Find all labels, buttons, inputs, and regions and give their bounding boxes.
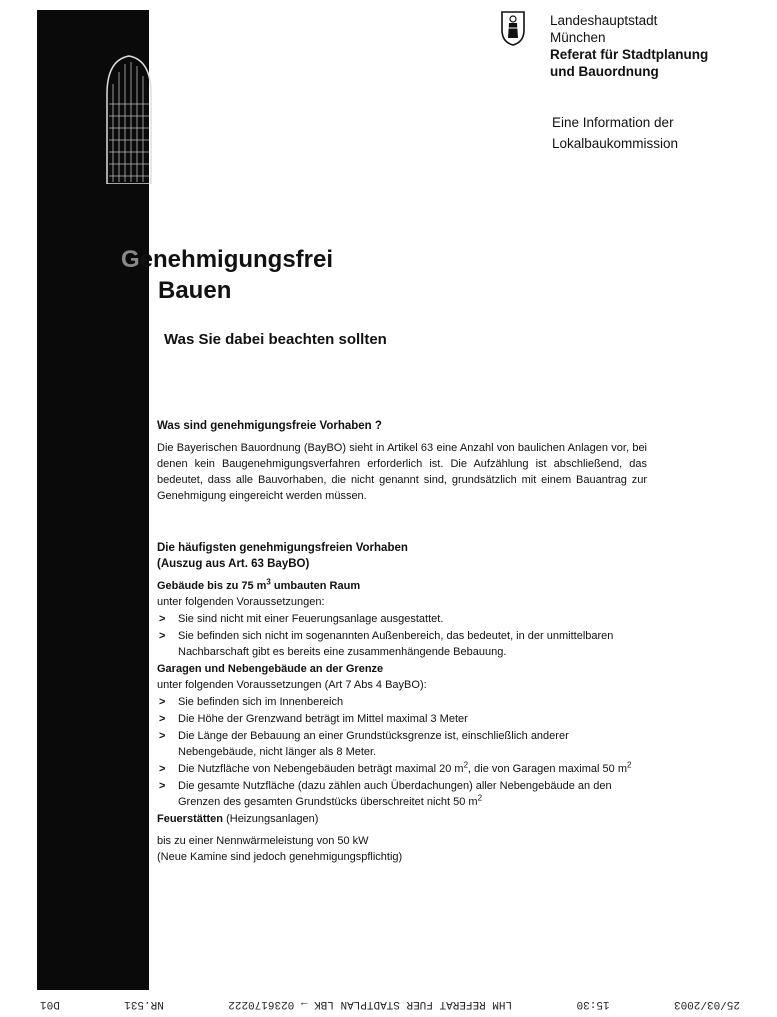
item-text: Die gesamte Nutzfläche (dazu zählen auch Überdachungen) aller Nebengebäude an den Grenzen des gesamten Grundstücks überschreitet nicht 50 m [178,780,612,808]
list-item: > Die Länge der Bebauung an einer Grundstücksgrenze ist, einschließlich anderer Nebengebäude, nicht länger als 8 Meter. [157,728,647,760]
list-item: > Die Höhe der Grenzwand beträgt im Mittel maximal 3 Meter [157,711,647,727]
fireplaces-limit: bis zu einer Nennwärmeleistung von 50 kW [157,835,369,847]
subheading-garages: Garagen und Nebengebäude an der Grenze [157,663,384,675]
info-line: Eine Information der [552,115,674,130]
list-item [157,778,647,810]
subheading-fireplaces [157,811,647,827]
munich-coat-of-arms-icon [500,10,526,46]
superscript: 2 [626,760,632,770]
garages-conditions-list [157,694,647,810]
fireplaces-heading: Feuerstätten [157,813,224,825]
fax-number: NR.531 [124,998,164,1010]
fax-page: D01 [40,998,60,1010]
org-line: Landeshauptstadt [550,13,658,28]
fireplaces-note: (Neue Kamine sind jedoch genehmigungspflichtig) [157,851,403,863]
subheading-buildings [157,578,647,594]
title-line-1 [121,244,333,275]
department-line: Referat für Stadtplanung [550,47,709,62]
commission-line: Lokalbaukommission [552,136,679,151]
document-title [121,244,333,306]
item-text: Die Nutzfläche von Nebengebäuden beträgt maximal 20 m [178,763,464,775]
garages-conditions-intro: unter folgenden Voraussetzungen (Art 7 Abs 4 BayBO): [157,679,427,691]
section-heading-excerpt: (Auszug aus Art. 63 BayBO) [157,558,310,570]
title-line-2: Bauen [158,277,232,304]
frauenkirche-tower-illustration [99,54,159,184]
department-line-2: und Bauordnung [550,64,659,79]
buildings-heading-suffix: umbauten Raum [270,580,361,592]
superscript: 2 [477,793,483,803]
title-initial: G [121,246,140,273]
document-subtitle: Was Sie dabei beachten sollten [164,331,387,348]
list-item: > Sie befinden sich im Innenbereich [157,694,647,710]
main-content [157,418,647,865]
list-item: > Sie befinden sich nicht im sogenannten Außenbereich, das bedeutet, in der unmittelbaren Nachbarschaft gibt es bereits eine zusammenhängende Bebauung. [157,628,647,660]
section-heading: Was sind genehmigungsfreie Vorhaben ? [157,420,382,432]
section-paragraph: Die Bayerischen Bauordnung (BayBO) sieht in Artikel 63 eine Anzahl von baulichen Anlagen vor, bei denen kein Baugenehmigungsverfahren erforderlich ist. Die Aufzählung ist abschließend, das bedeutet, dass alle Bauvorhaben, die nicht genannt sind, grundsätzlich mit einem Bauantrag zur Genehmigung eingereicht werden müssen. [157,442,647,502]
decorative-black-bar [37,10,149,990]
buildings-heading-text: Gebäude bis zu 75 m [157,580,267,592]
fax-header-line [40,998,740,1010]
list-item [157,761,647,777]
title-line-1-rest: enehmigungsfrei [139,246,334,273]
city-line: München [550,30,606,45]
fax-time: 15:30 [576,998,610,1010]
buildings-conditions-list [157,611,647,660]
sender-block [550,12,708,80]
item-text-continued: , die von Garagen maximal 50 m [468,763,627,775]
conditions-intro: unter folgenden Voraussetzungen: [157,596,325,608]
fireplaces-heading-note: (Heizungsanlagen) [223,813,319,825]
superscript: 3 [266,577,271,587]
superscript: 2 [463,760,469,770]
fax-date: 25/03/2003 [673,998,740,1010]
section-heading-frequent: Die häufigsten genehmigungsfreien Vorhaben [157,542,408,554]
fax-sender: LHM REFERAT FUER STADTPLAN LBK → 0236170222 [228,998,513,1010]
list-item: > Sie sind nicht mit einer Feuerungsanlage ausgestattet. [157,611,647,627]
info-block [552,112,678,154]
